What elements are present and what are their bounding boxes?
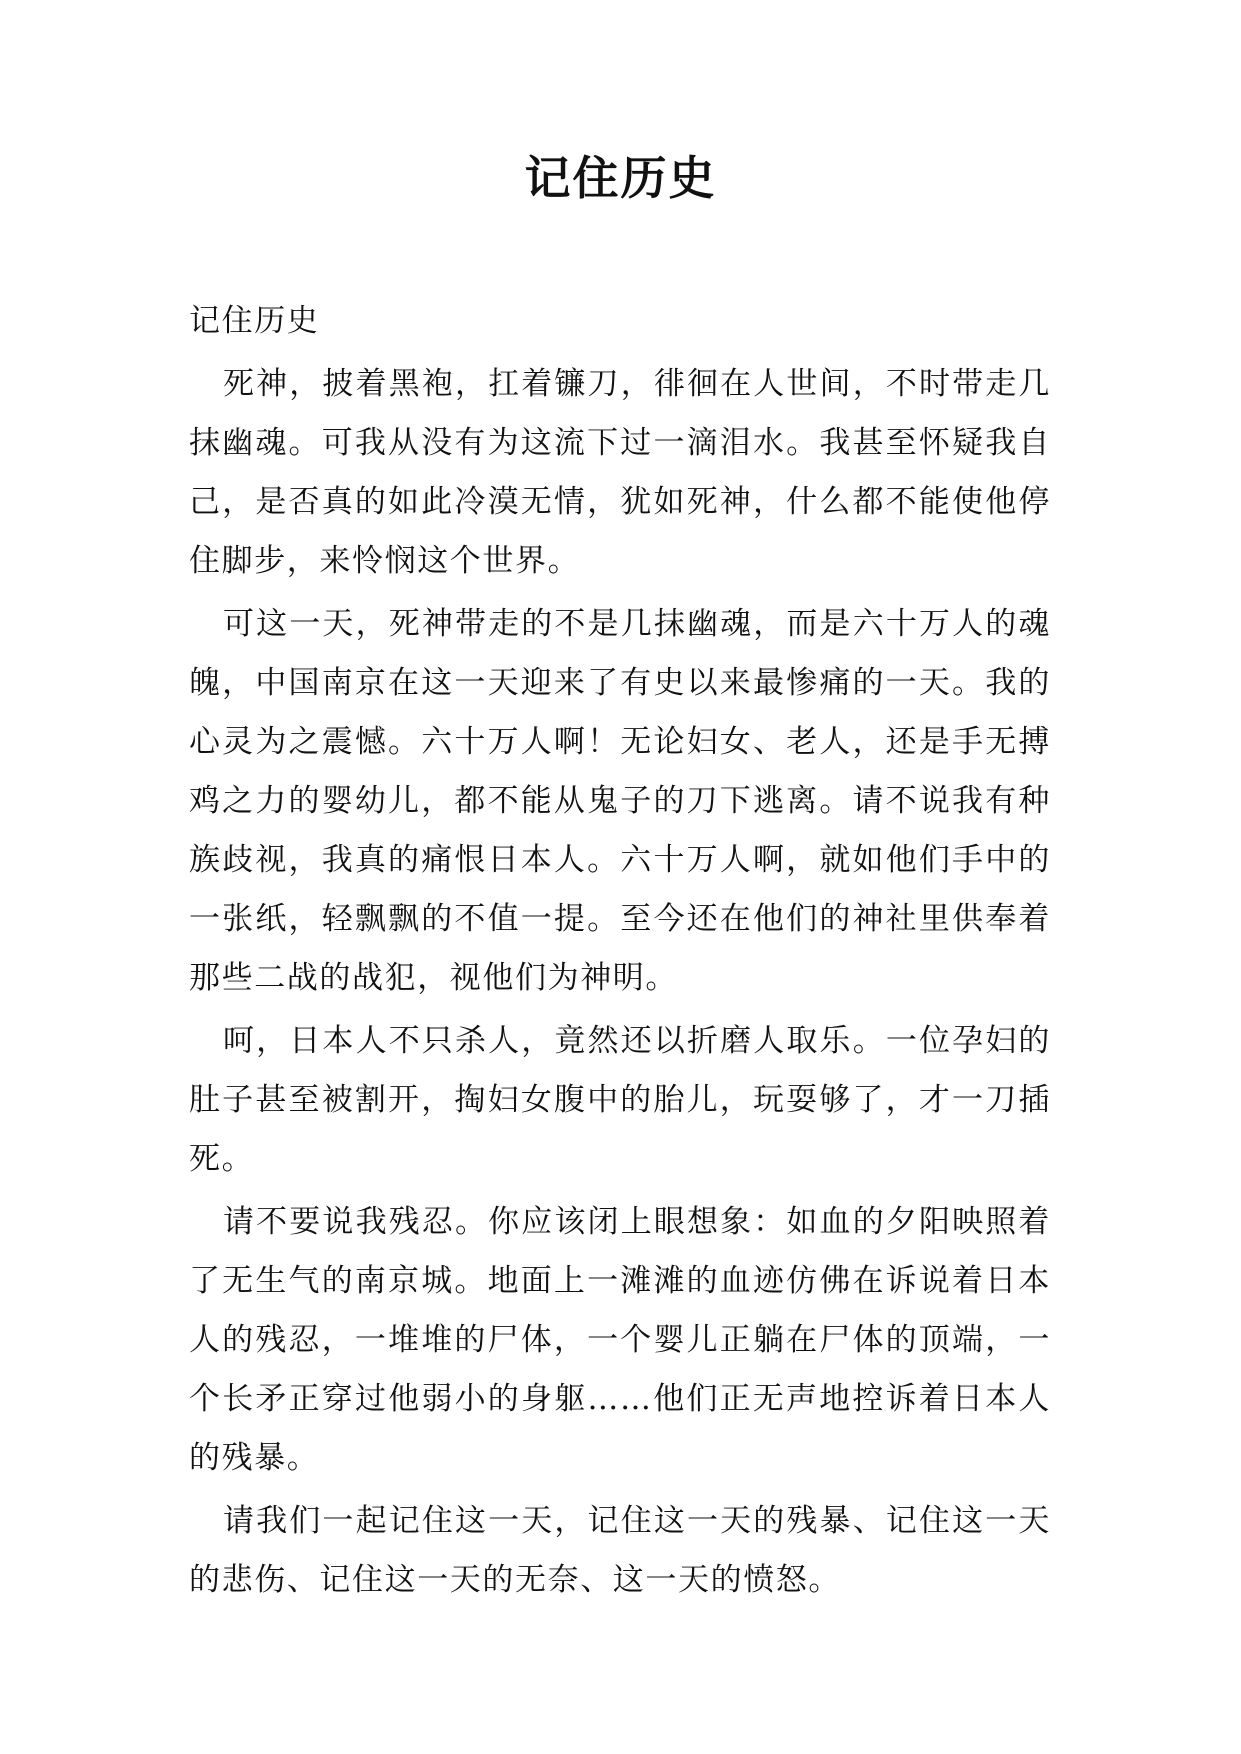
paragraph: 请不要说我残忍。你应该闭上眼想象：如血的夕阳映照着了无生气的南京城。地面上一滩滩的血迹仿佛在诉说着日本人的残忍，一堆堆的尸体，一个婴儿正躺在尸体的顶端，一个长矛正穿过他弱小的身躯……他们正无声地控诉着日本人的残暴。 [189,1204,1051,1476]
paragraph: 呵，日本人不只杀人，竟然还以折磨人取乐。一位孕妇的肚子甚至被割开，掏妇女腹中的胎儿，玩耍够了，才一刀插死。 [189,1023,1051,1177]
paragraph: 死神，披着黑袍，扛着镰刀，徘徊在人世间，不时带走几抹幽魂。可我从没有为这流下过一滴泪水。我甚至怀疑我自己，是否真的如此冷漠无情，犹如死神，什么都不能使他停住脚步，来怜悯这个世界。 [189,366,1051,579]
document-subtitle: 记住历史 [189,303,320,339]
paragraph: 可这一天，死神带走的不是几抹幽魂，而是六十万人的魂魄，中国南京在这一天迎来了有史以来最惨痛的一天。我的心灵为之震憾。六十万人啊！无论妇女、老人，还是手无搏鸡之力的婴幼儿，都不能从鬼子的刀下逃离。请不说我有种族歧视，我真的痛恨日本人。六十万人啊，就如他们手中的一张纸，轻飘飘的不值一提。至今还在他们的神社里供奉着那些二战的战犯，视他们为神明。 [189,606,1051,996]
document-body [189,292,1051,1614]
paragraph: 请我们一起记住这一天，记住这一天的残暴、记住这一天的悲伤、记住这一天的无奈、这一天的愤怒。 [189,1503,1051,1598]
page-title: 记住历史 [524,151,717,205]
